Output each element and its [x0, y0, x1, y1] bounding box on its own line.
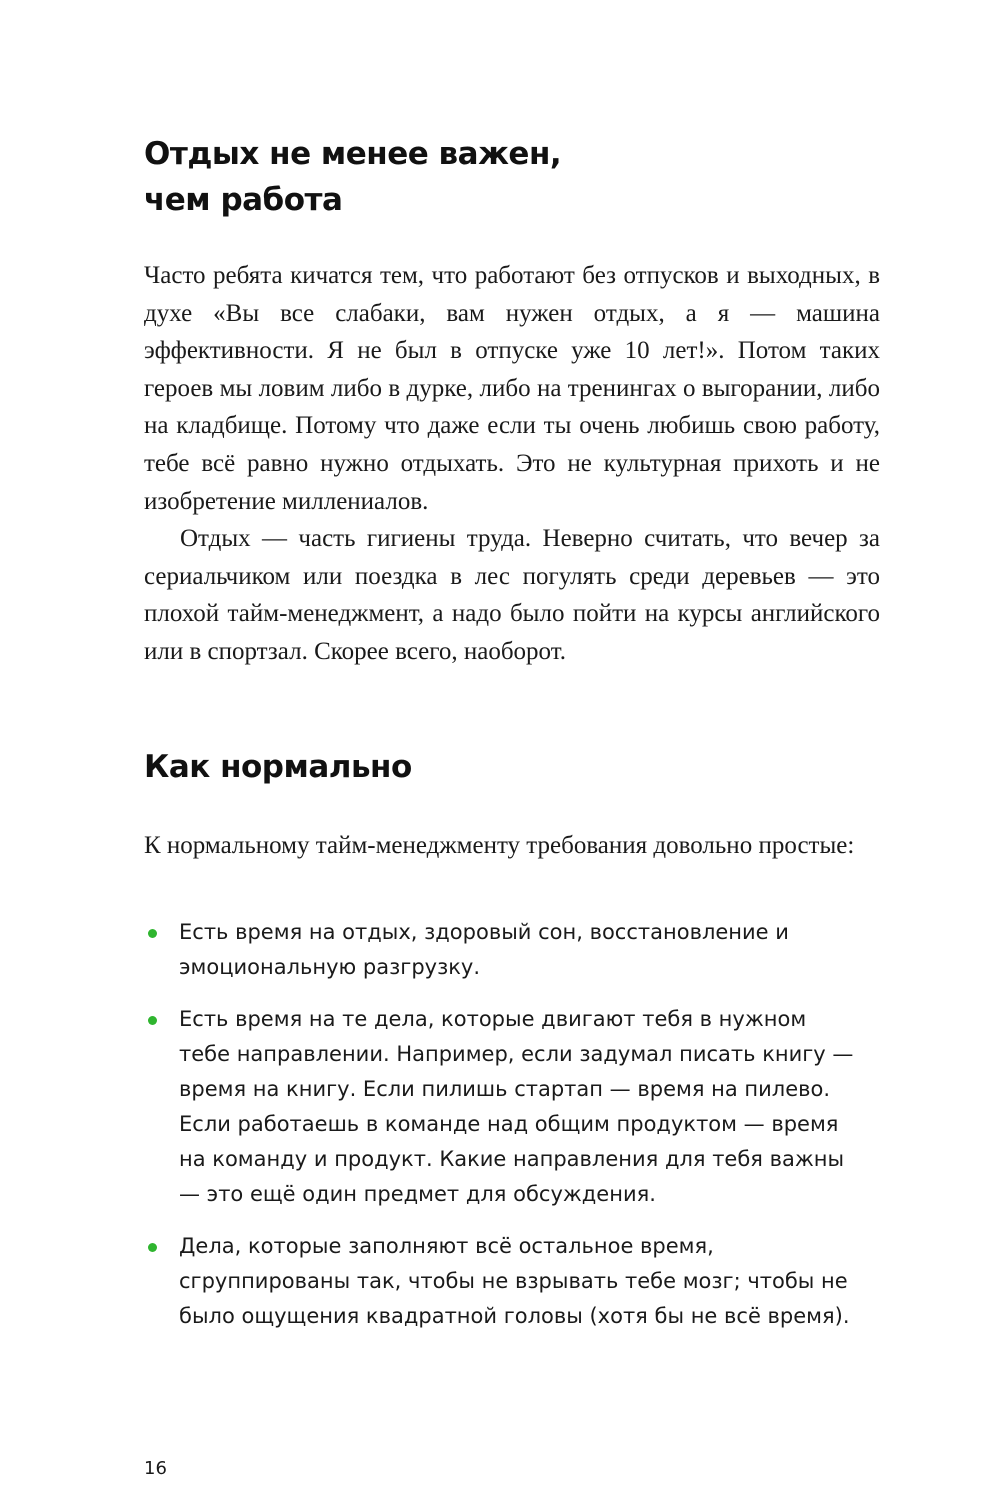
bullet-icon — [148, 1016, 157, 1025]
section-heading-normal: Как нормально — [144, 749, 412, 785]
list-item-text: Дела, которые заполняют всё остальное время, сгруппированы так, чтобы не взрывать тебе мозг; чтобы не было ощущения квадратной головы (хотя бы не всё время). — [179, 1234, 850, 1328]
section-heading-rest — [144, 131, 880, 223]
paragraph: Отдых — часть гигиены труда. Неверно считать, что вечер за сериальчиком или поездка в лес погулять среди деревьев — это плохой тайм-менеджмент, а надо было пойти на курсы английского или в спортзал. Скорее всего, наоборот. — [144, 525, 880, 665]
heading-line-1: Отдых не менее важен, — [144, 136, 562, 172]
list-item-text: Есть время на отдых, здоровый сон, восстановление и эмоциональную разгрузку. — [179, 920, 789, 979]
bullet-icon — [148, 1243, 157, 1252]
page-number: 16 — [144, 1458, 167, 1479]
section-rest-body — [144, 257, 880, 671]
requirements-list — [144, 915, 880, 1351]
paragraph: Часто ребята кичатся тем, что работают без отпусков и выходных, в духе «Вы все слабаки, вам нужен отдых, а я — машина эффективности. Я не был в отпуске уже 10 лет!». Потом таких героев мы ловим либо в дурке, либо на тренингах о выгорании, либо на кладбище. Потому что даже если ты очень любишь свою работу, тебе всё равно нужно отдыхать. Это не культурная прихоть и не изобретение миллениалов. — [144, 262, 880, 515]
heading-line-2: чем работа — [144, 182, 343, 218]
list-item — [144, 1229, 880, 1334]
bullet-icon — [148, 929, 157, 938]
list-item — [144, 915, 880, 985]
section-intro-paragraph: К нормальному тайм-менеджменту требования довольно простые: — [144, 832, 855, 859]
list-item-text: Есть время на те дела, которые двигают тебя в нужном тебе направлении. Например, если задумал писать книгу — время на книгу. Если пилишь стартап — время на пилево. Если работаешь в команде над общим продуктом — время на команду и продукт. Какие направления для тебя важны — это ещё один предмет для обсуждения. — [179, 1007, 854, 1206]
list-item — [144, 1002, 880, 1212]
